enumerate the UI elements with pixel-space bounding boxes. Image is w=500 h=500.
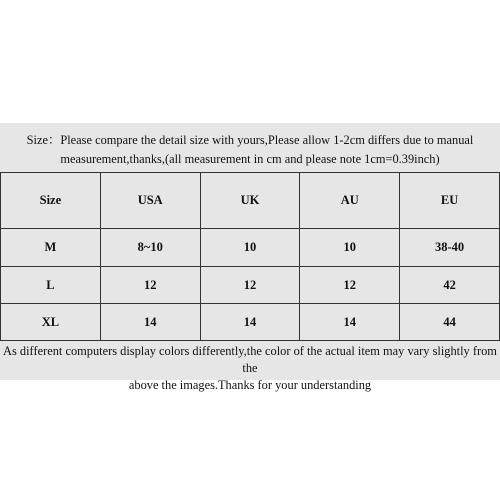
cell-size: L [1,267,101,304]
header-au: AU [300,173,400,229]
cell-size: XL [1,304,101,341]
size-instructions [0,131,500,169]
cell-uk: 12 [200,267,300,304]
cell-eu: 42 [400,267,500,304]
table-row [1,304,500,341]
cell-usa: 12 [100,267,200,304]
color-disclaimer [0,343,500,394]
cell-au: 12 [300,267,400,304]
cell-eu: 44 [400,304,500,341]
header-usa: USA [100,173,200,229]
cell-usa: 14 [100,304,200,341]
cell-usa: 8~10 [100,229,200,267]
cell-size: M [1,229,101,267]
cell-uk: 14 [200,304,300,341]
cell-uk: 10 [200,229,300,267]
size-instructions-line-2: measurement,thanks,(all measurement in cm and please note 1cm=0.39inch) [60,152,440,166]
table-row [1,229,500,267]
table-row [1,267,500,304]
color-disclaimer-line-2: above the images.Thanks for your understanding [128,378,372,392]
color-disclaimer-line-1: As different computers display colors differently,the color of the actual item may vary slightly from the [3,344,497,375]
header-eu: EU [400,173,500,229]
cell-au: 14 [300,304,400,341]
cell-eu: 38-40 [400,229,500,267]
table-header-row [1,173,500,229]
size-table [0,172,500,341]
header-size: Size [1,173,101,229]
header-uk: UK [200,173,300,229]
cell-au: 10 [300,229,400,267]
size-instructions-line-1: Size：Please compare the detail size with yours,Please allow 1-2cm differs due to manual [26,133,474,147]
